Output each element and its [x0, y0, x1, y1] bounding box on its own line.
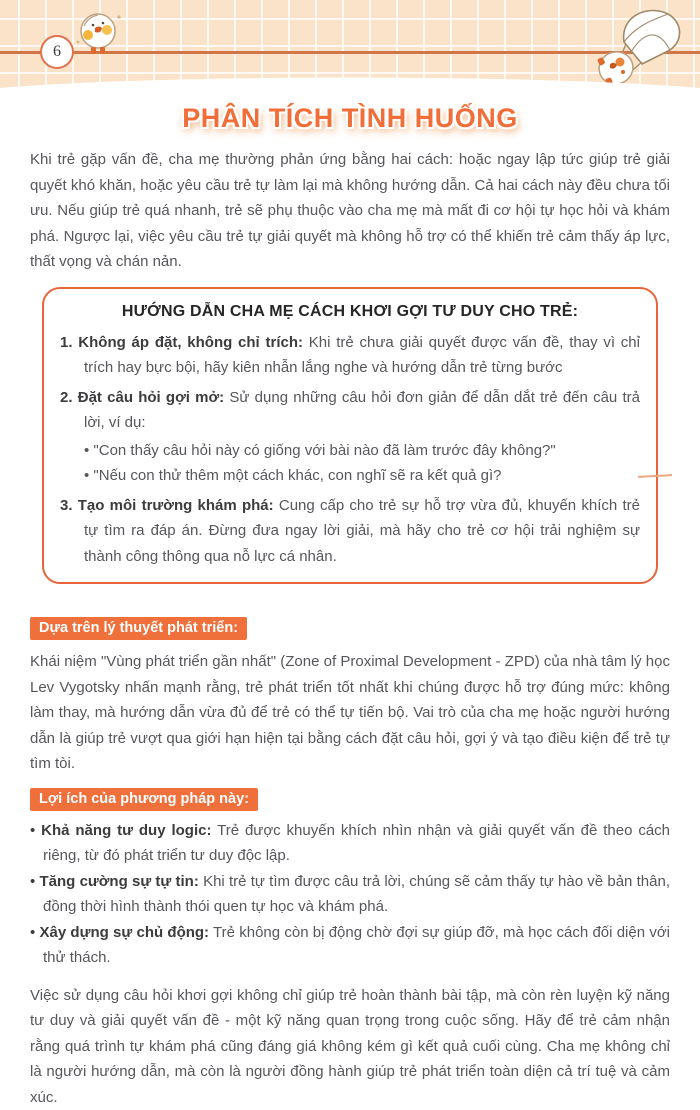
benefit-item	[30, 869, 670, 920]
guide-item-number: 3.	[60, 497, 73, 514]
theory-paragraph: Khái niệm "Vùng phát triển gần nhất" (Zone of Proximal Development - ZPD) của nhà tâm lý học Lev Vygotsky nhấn mạnh rằng, trẻ phát triển tốt nhất khi chúng được hỗ trợ đúng mức: không làm thay, mà hướng dẫn vừa đủ để trẻ có thể tự tiến bộ. Vai trò của cha mẹ hoặc người hướng dẫn là giúp trẻ vượt qua giới hạn hiện tại bằng cách đặt câu hỏi, gợi ý và tạo điều kiện để trẻ tự tìm tòi.	[30, 649, 670, 777]
header-wave-divider	[0, 71, 700, 93]
benefit-item	[30, 920, 670, 971]
guide-item-lead: Tạo môi trường khám phá:	[78, 497, 274, 514]
guide-item-text: Sử dụng những câu hỏi đơn giản để dẫn dắt trẻ đến câu trả lời, ví dụ:	[84, 389, 640, 432]
benefit-lead: Khả năng tư duy logic:	[41, 822, 211, 839]
benefit-text: Khi trẻ tự tìm được câu trả lời, chúng sẽ cảm thấy tự hào về bản thân, đồng thời hình thành thói quen tự học và khám phá.	[43, 873, 670, 916]
guide-item-number: 2.	[60, 389, 73, 406]
page-number-badge	[40, 35, 74, 69]
benefit-lead: Tăng cường sự tự tin:	[40, 873, 199, 890]
page-content	[0, 147, 700, 1110]
benefit-lead: Xây dựng sự chủ động:	[40, 924, 210, 941]
benefit-text: Trẻ không còn bị động chờ đợi sự giúp đỡ, mà học cách đối diện với thử thách.	[43, 924, 670, 967]
guide-item-text: Khi trẻ chưa giải quyết được vấn đề, thay vì chỉ trích hay bực bội, hãy kiên nhẫn lắng nghe và hướng dẫn trẻ từng bước	[84, 334, 640, 377]
intro-paragraph: Khi trẻ gặp vấn đề, cha mẹ thường phản ứng bằng hai cách: hoặc ngay lập tức giúp trẻ giải quyết khó khăn, hoặc yêu cầu trẻ tự làm lại mà không hướng dẫn. Cả hai cách này đều chưa tối ưu. Nếu giúp trẻ quá nhanh, trẻ sẽ phụ thuộc vào cha mẹ mà mất đi cơ hội tự học hỏi và khám phá. Ngược lại, việc yêu cầu trẻ tự giải quyết mà không hỗ trợ có thể khiến trẻ cảm thấy áp lực, thất vọng và chán nản.	[30, 147, 670, 275]
guide-item-lead: Đặt câu hỏi gợi mở:	[78, 389, 224, 406]
chick-mascot-icon	[70, 8, 124, 61]
guide-item	[60, 330, 640, 381]
benefit-item	[30, 818, 670, 869]
example-question: • "Con thấy câu hỏi này có giống với bài nào đã làm trước đây không?"	[84, 438, 640, 464]
closing-paragraph: Việc sử dụng câu hỏi khơi gợi không chỉ giúp trẻ hoàn thành bài tập, mà còn rèn luyện kỹ năng tư duy và giải quyết vấn đề - một kỹ năng quan trọng trong cuộc sống. Hãy để trẻ cảm nhận rằng quá trình tự khám phá cũng đáng giá không kém gì kết quả cuối cùng. Cha mẹ không chỉ là người hướng dẫn, mà còn là người đồng hành giúp trẻ phát triển toàn diện cả trí tuệ và cảm xúc.	[30, 983, 670, 1110]
guide-box	[42, 287, 658, 585]
guide-box-heading: HƯỚNG DẪN CHA MẸ CÁCH KHƠI GỢI TƯ DUY CHO TRẺ:	[60, 303, 640, 321]
guide-item-text: Cung cấp cho trẻ sự hỗ trợ vừa đủ, khuyến khích trẻ tự tìm ra đáp án. Đừng đưa ngay lời giải, mà hãy cho trẻ cơ hội trải nghiệm sự thành công thông qua nỗ lực cá nhân.	[84, 497, 640, 565]
example-question-list	[84, 438, 640, 489]
page-header	[0, 0, 700, 92]
benefits-badge: Lợi ích của phương pháp này:	[30, 788, 258, 811]
benefits-list	[30, 818, 670, 971]
page-title: PHÂN TÍCH TÌNH HUỐNG	[0, 103, 700, 134]
page-number: 6	[53, 43, 61, 61]
guide-item-number: 1.	[60, 334, 73, 351]
benefit-text: Trẻ được khuyến khích nhìn nhận và giải quyết vấn đề theo cách riêng, từ đó phát triển tư duy độc lập.	[43, 822, 670, 865]
theory-badge: Dựa trên lý thuyết phát triển:	[30, 617, 247, 640]
guide-item	[60, 493, 640, 570]
example-question: • "Nếu con thử thêm một cách khác, con nghĩ sẽ ra kết quả gì?	[84, 463, 640, 489]
guide-item-lead: Không áp đặt, không chỉ trích:	[78, 334, 303, 351]
guide-item	[60, 385, 640, 436]
